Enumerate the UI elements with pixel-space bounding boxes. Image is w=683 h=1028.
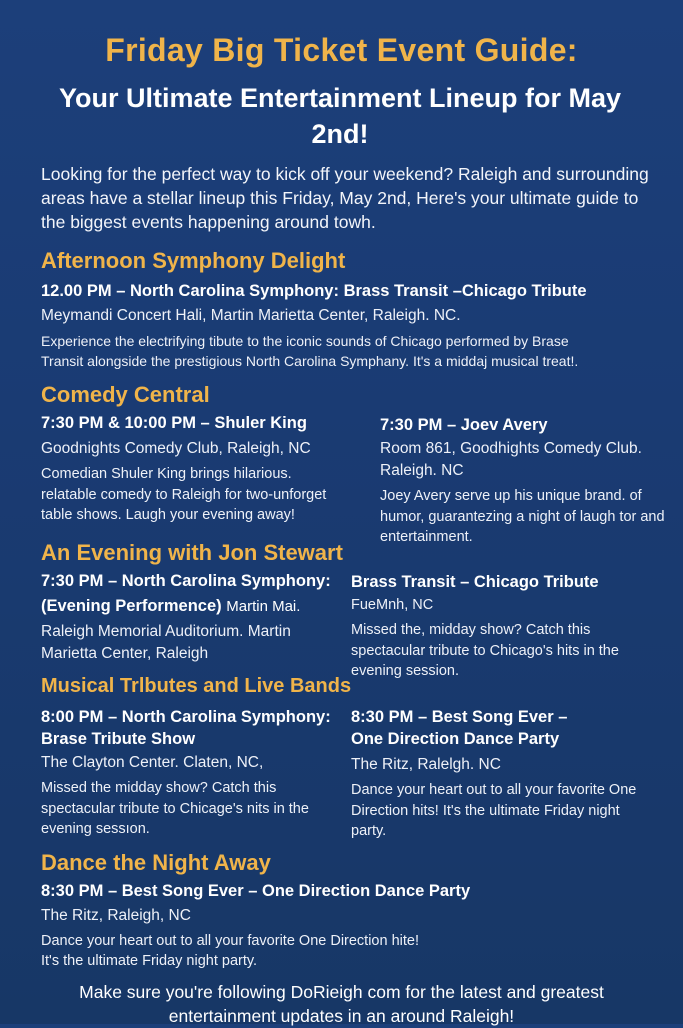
section-heading-symphony: Afternoon Symphony Delight <box>41 248 346 273</box>
intro-paragraph: Looking for the perfect way to kick off your weekend? Raleigh and surrounding areas have a stellar lineup this Friday, May 2nd, Here's your ultimate guide to the biggest events happening around towh. <box>41 164 649 232</box>
event-title: 7:30 PM & 10:00 PM – Shuler King <box>41 414 307 432</box>
section-heading-tributes: Musical Trlbutes and Live Bands <box>41 675 352 697</box>
event-description: Missed the midday show? Catch this spectacular tribute to Chicage's nits in the evening sessıon. <box>41 780 309 837</box>
event-title: 7:30 PM – North Carolina Symphony: <box>41 572 331 590</box>
event-venue: Room 861, Goodhights Comedy Club. Raleigh. NC <box>380 440 642 479</box>
event-title: 12.00 PM – North Carolina Symphony: Brass Transit –Chicago Tribute <box>41 282 587 300</box>
event-venue: The Clayton Center. Claten, NC, <box>41 754 264 771</box>
event-description: Dance your heart out to all your favorite One Direction hits! It's the ultimate Friday night party. <box>351 782 637 839</box>
event-description: Experience the electrifying tibute to the iconic sounds of Chicago performed by Brase <box>41 333 569 349</box>
event-title: Brass Transit – Chicago Tribute <box>351 573 599 591</box>
event-venue: Raleigh Memorial Auditorium. Martin Marietta Center, Raleigh <box>41 623 291 662</box>
event-title-part: (Evening Performence) <box>41 597 222 615</box>
page-subtitle: Your Ultimate Entertainment Lineup for May 2nd! <box>58 83 622 149</box>
event-description: Joey Avery serve up his unique brand. of humor, guarantezing a night of laugh tor and entertainment. <box>380 488 665 545</box>
event-title: 7:30 PM – Joev Avery <box>380 416 548 434</box>
event-venue: The Ritz, Raleigh, NC <box>41 907 191 924</box>
footer-text: Make sure you're following DoRieigh com for the latest and greatest entertainment updates in an around Raleigh! <box>79 982 604 1026</box>
event-venue: Goodnights Comedy Club, Raleigh, NC <box>41 440 311 457</box>
event-title: 8:30 PM – Best Song Ever – One Direction Dance Party <box>351 708 568 748</box>
event-venue: FueMnh, NC <box>351 597 434 613</box>
event-description: Missed the, midday show? Catch this spectacular tribute to Chicago's hits in the evening session. <box>351 622 619 679</box>
event-description: Comedian Shuler King brings hilarious. relatable comedy to Raleigh for two-unforget table shows. Laugh your evening away! <box>41 466 327 523</box>
event-title: 8:30 PM – Best Song Ever – One Direction Dance Party <box>41 882 471 900</box>
event-description: Transit alongside the prestigious North Carolina Symphany. It's a middaj musical treat!. <box>41 353 579 369</box>
section-heading-dance: Dance the Night Away <box>41 850 271 875</box>
page-title: Friday Big Ticket Event Guide: <box>105 32 578 68</box>
event-description: Dance your heart out to all your favorite One Direction hite! <box>41 933 419 949</box>
section-heading-comedy: Comedy Central <box>41 382 210 407</box>
event-venue: The Ritz, Ralelgh. NC <box>351 756 501 773</box>
event-venue: Meymandi Concert Hali, Martin Marietta Center, Raleigh. NC. <box>41 307 461 324</box>
event-title: 8:00 PM – North Carolina Symphony: Brase Tribute Show <box>41 708 331 748</box>
event-description: It's the ultimate Friday night party. <box>41 953 258 969</box>
section-heading-evening: An Evening with Jon Stewart <box>41 540 343 565</box>
event-subtitle <box>41 597 300 616</box>
event-inline-venue: Martin Mai. <box>226 598 301 615</box>
